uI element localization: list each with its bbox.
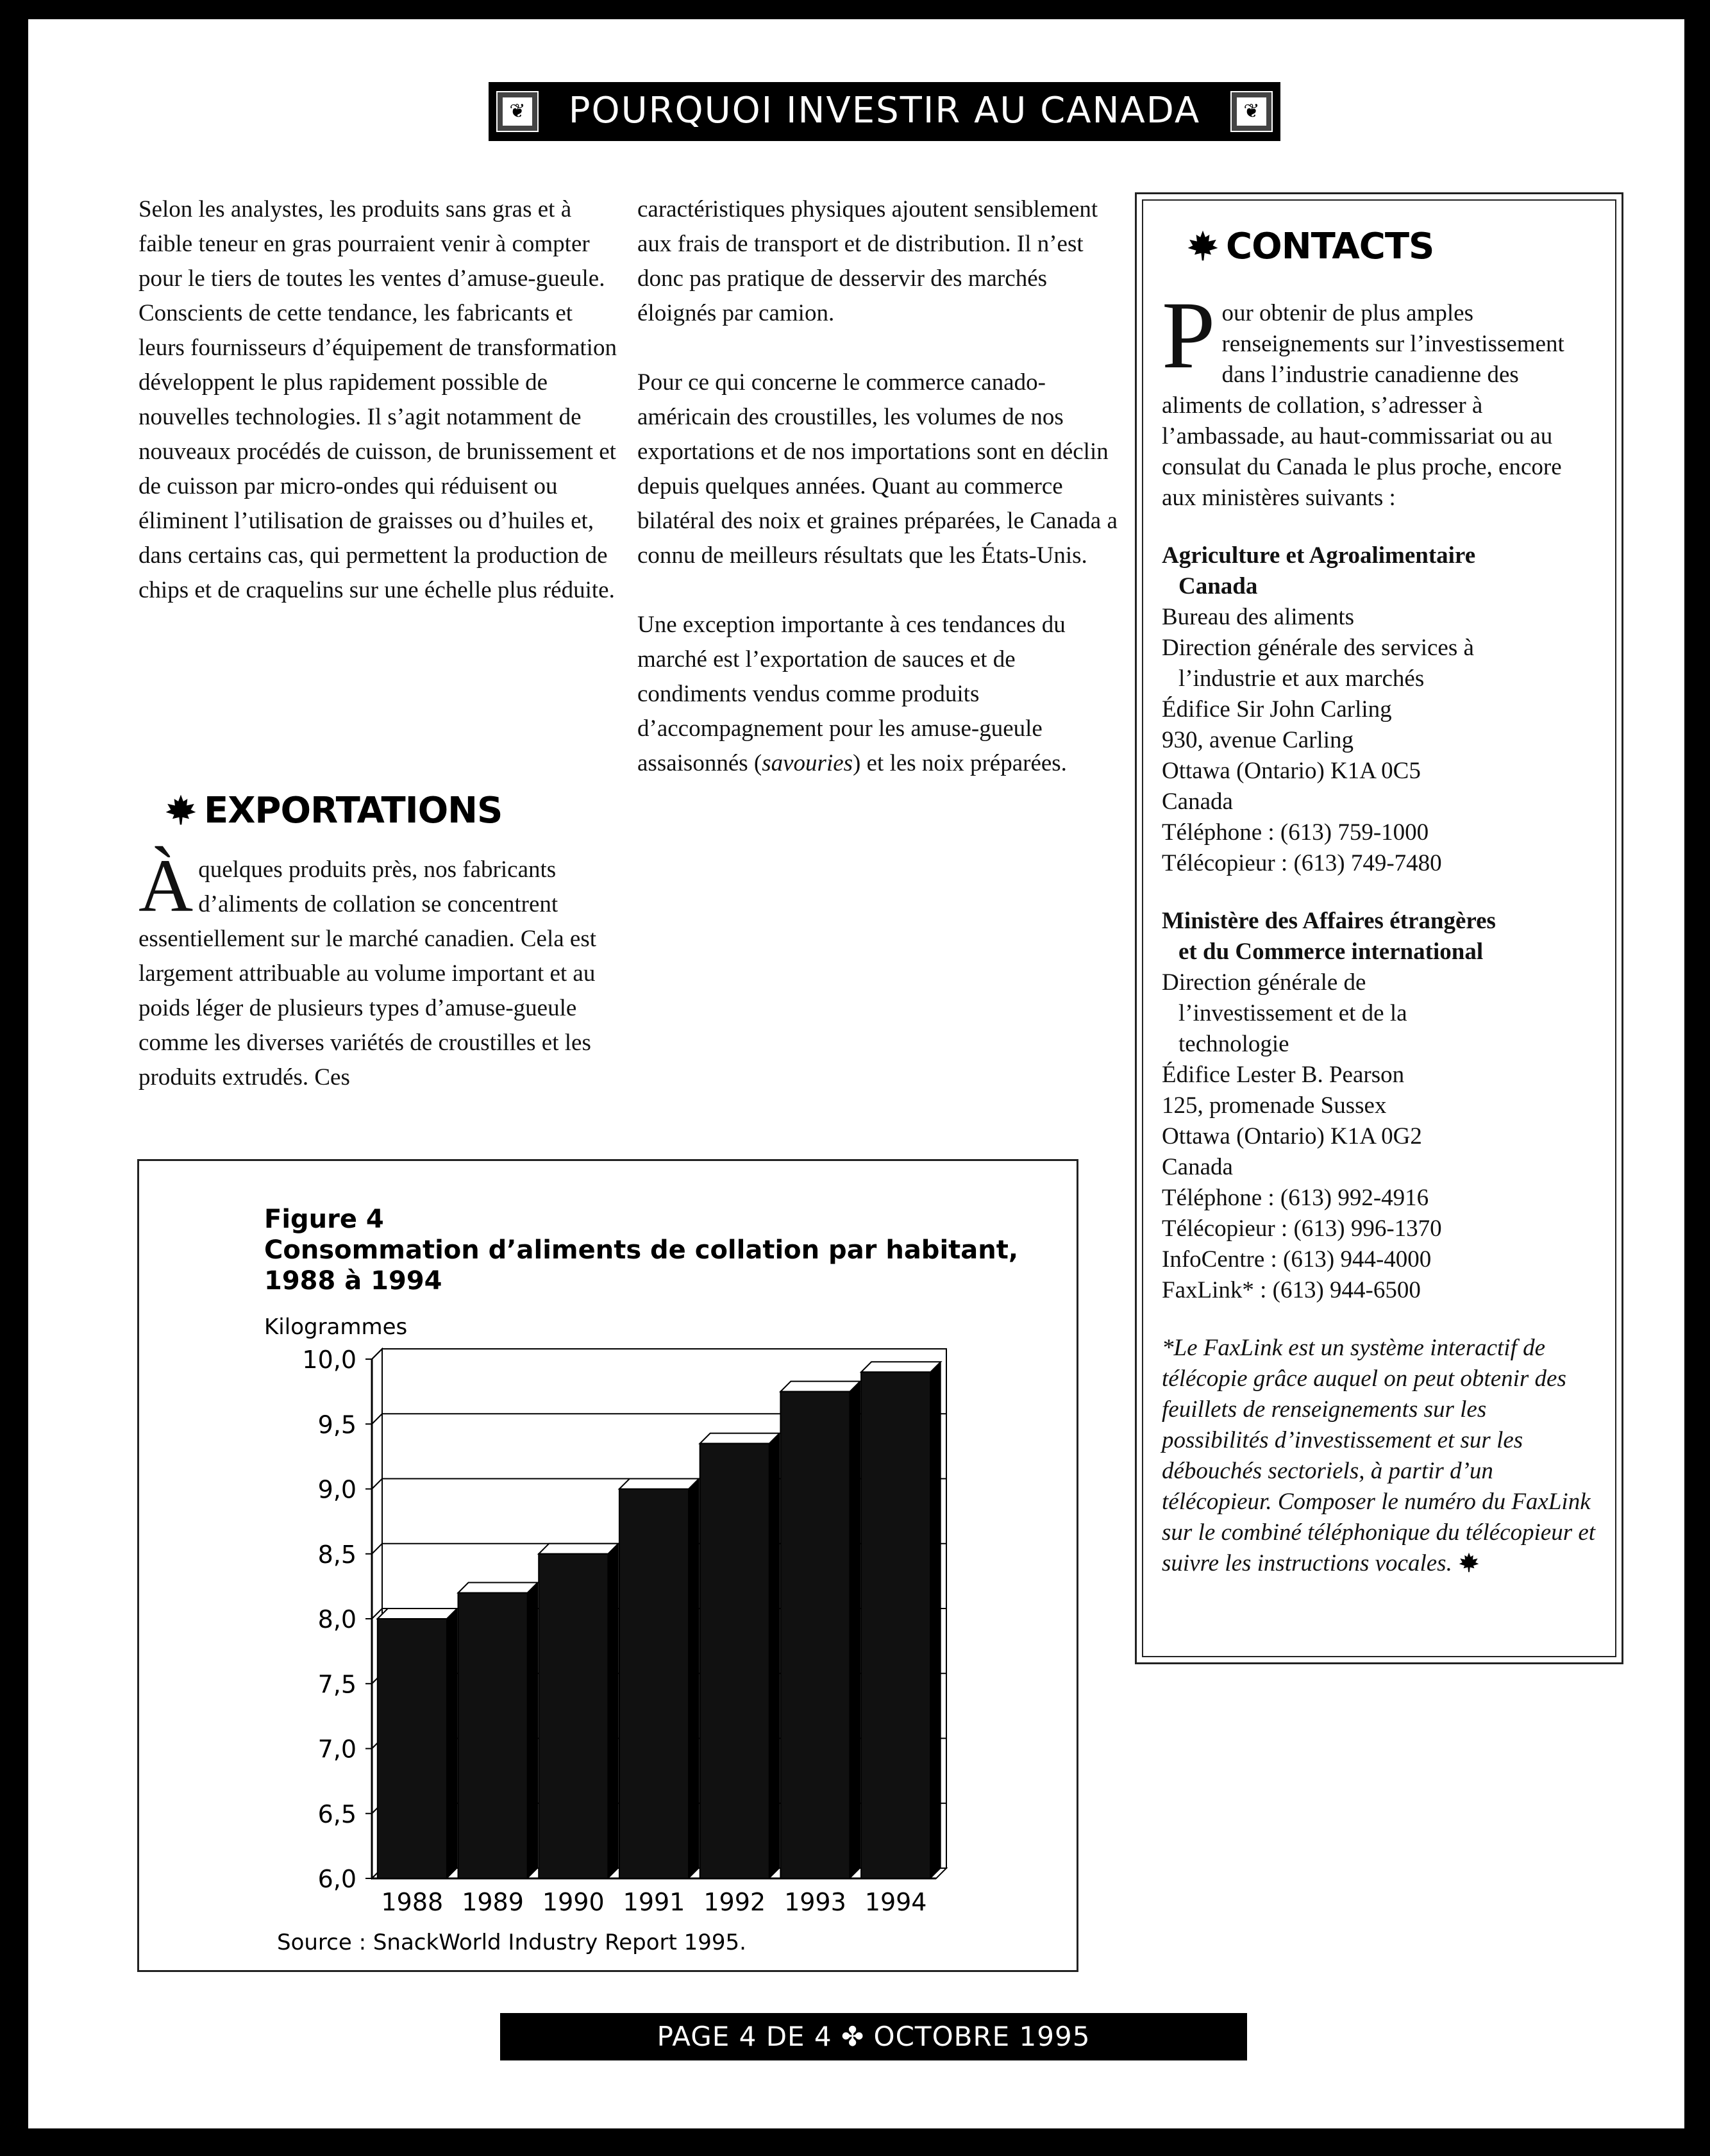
contact-block-agriculture	[1162, 540, 1598, 879]
bar-top	[780, 1382, 860, 1392]
paragraph: Selon les analystes, les produits sans gras et à faible teneur en gras pourraient venir à compter pour le tiers de toutes les ventes d’amuse-gueule. Conscients de cette tendance, les fabricants et leurs fournisseurs d’équipement de transformation développent le plus rapidement possible de nouvelles technologies. Il s’agit notamment de nouveaux procédés de cuisson, de brunissement et de cuisson par micro-ondes qui réduisent ou éliminent l’utilisation de graisses ou d’huiles et, dans certains cas, qui permettent la production de chips et de craquelins sur une échelle plus réduite.	[138, 196, 617, 603]
address-line: Ottawa (Ontario) K1A 0G2	[1162, 1123, 1422, 1149]
maple-leaf-icon	[1458, 1551, 1480, 1573]
bar-side	[608, 1544, 618, 1878]
bar-top	[458, 1583, 538, 1593]
y-tick-label: 7,5	[317, 1670, 356, 1699]
flag-icon	[1230, 91, 1273, 132]
bar-top	[378, 1609, 457, 1619]
bar-side	[930, 1362, 941, 1878]
paragraph: Pour ce qui concerne le commerce canado-américain des croustilles, les volumes de nos exportations et de nos importations sont en déclin depuis quelques années. Quant au commerce bilatéral des noix et graines préparées, le Canada a connu de meilleurs résultats que les États-Unis.	[637, 369, 1118, 569]
address-line: l’investissement et de la	[1178, 1000, 1407, 1026]
bar-top	[539, 1544, 618, 1554]
address-line: Direction générale des services à	[1162, 635, 1474, 661]
y-tick-label: 9,0	[317, 1475, 356, 1504]
exports-title: EXPORTATIONS	[204, 790, 503, 831]
address-line: Canada	[1162, 1154, 1233, 1180]
address-line: l’industrie et aux marchés	[1178, 665, 1425, 692]
bar	[458, 1593, 528, 1879]
page-header-title: POURQUOI INVESTIR AU CANADA	[568, 90, 1201, 131]
figure-title	[264, 1204, 1034, 1296]
exports-paragraph	[138, 844, 626, 1095]
footer-text: PAGE 4 DE 4 ✤ OCTOBRE 1995	[657, 2021, 1091, 2052]
address-line: 930, avenue Carling	[1162, 727, 1354, 753]
x-tick-label: 1992	[703, 1888, 766, 1916]
bar	[780, 1392, 850, 1878]
contacts-body	[1162, 298, 1598, 1579]
bar-side	[769, 1433, 780, 1878]
address-line: Bureau des aliments	[1162, 604, 1355, 630]
address-line: technologie	[1178, 1031, 1289, 1057]
x-tick-label: 1993	[784, 1888, 846, 1916]
figure-label: Figure 4	[264, 1205, 384, 1234]
faxlink-line: FaxLink* : (613) 944-6500	[1162, 1277, 1421, 1303]
x-tick-label: 1989	[462, 1888, 524, 1916]
x-tick-label: 1990	[542, 1888, 605, 1916]
bar-side	[689, 1479, 699, 1879]
bar-top	[619, 1479, 699, 1489]
bar-side	[447, 1609, 457, 1878]
x-tick-label: 1991	[623, 1888, 685, 1916]
bar-chart	[256, 1346, 975, 1923]
faxlink-note	[1162, 1333, 1598, 1579]
bar	[619, 1489, 689, 1879]
paragraph: caractéristiques physiques ajoutent sensiblement aux frais de transport et de distribution. Il n’est donc pas pratique de desservir des marchés éloignés par camion.	[637, 196, 1098, 326]
header-band	[489, 82, 1280, 141]
address-line: Édifice Sir John Carling	[1162, 696, 1392, 723]
y-tick-label: 7,0	[317, 1735, 356, 1764]
address-line: Direction générale de	[1162, 969, 1366, 996]
address-line: 125, promenade Sussex	[1162, 1092, 1387, 1119]
y-tick-label: 6,0	[317, 1865, 356, 1893]
figure-source: Source : SnackWorld Industry Report 1995.	[277, 1930, 746, 1955]
faxlink-note-text: *Le FaxLink est un système interactif de télécopie grâce auquel on peut obtenir des feuillets de renseignements sur les possibilités d’investissement et sur les débouchés sectoriels, à partir d’un télécopieur. Composer le numéro du FaxLink sur le combiné téléphonique du télécopieur et suivre les instructions vocales.	[1162, 1335, 1596, 1576]
maple-leaf-icon	[164, 793, 197, 826]
org-name: et du Commerce international	[1178, 939, 1484, 965]
x-tick-label: 1988	[381, 1888, 444, 1916]
y-axis-unit: Kilogrammes	[264, 1314, 408, 1340]
bar	[700, 1444, 769, 1878]
contact-block-foreign-affairs	[1162, 906, 1598, 1306]
y-tick-label: 8,5	[317, 1540, 356, 1569]
contacts-intro	[1162, 298, 1598, 514]
footer-band	[500, 2013, 1247, 2060]
column-left	[138, 192, 619, 608]
y-tick-label: 8,0	[317, 1605, 356, 1634]
exports-text: quelques produits près, nos fabricants d’aliments de collation se concentrent essentiellement sur le marché canadien. Cela est largement attribuable au volume important et au poids léger de plusieurs types d’amuse-gueule comme les diverses variétés de croustilles et les produits extrudés. Ces	[138, 857, 597, 1091]
figure-title-line: Consommation d’aliments de collation par habitant,	[264, 1235, 1019, 1265]
bar	[861, 1372, 930, 1878]
bar-top	[861, 1362, 941, 1372]
phone-line: Téléphone : (613) 992-4916	[1162, 1185, 1429, 1211]
infocentre-line: InfoCentre : (613) 944-4000	[1162, 1246, 1432, 1273]
text-run: ) et les noix préparées.	[853, 750, 1067, 776]
bar-top	[700, 1433, 780, 1444]
x-tick-label: 1994	[864, 1888, 927, 1916]
contacts-heading	[1186, 226, 1434, 267]
figure-title-line: 1988 à 1994	[264, 1266, 442, 1296]
org-name: Ministère des Affaires étrangères	[1162, 908, 1496, 934]
address-line: Édifice Lester B. Pearson	[1162, 1062, 1405, 1088]
bar-side	[528, 1583, 538, 1879]
drop-cap: À	[138, 844, 194, 928]
bar-side	[850, 1382, 860, 1878]
address-line: Canada	[1162, 789, 1233, 815]
y-tick-label: 6,5	[317, 1800, 356, 1828]
org-name: Agriculture et Agroalimentaire	[1162, 542, 1476, 569]
contacts-title: CONTACTS	[1226, 226, 1434, 267]
column-middle	[637, 192, 1125, 781]
drop-cap: P	[1162, 298, 1216, 389]
bar	[539, 1554, 608, 1878]
fax-line: Télécopieur : (613) 996-1370	[1162, 1216, 1442, 1242]
bar	[378, 1619, 447, 1878]
contacts-intro-text: our obtenir de plus amples renseignements sur l’investissement dans l’industrie canadienne des aliments de collation, s’adresser à l’ambassade, au haut-commissariat ou au consulat du Canada le plus proche, encore aux ministères suivants :	[1162, 300, 1564, 511]
text-run: Une exception importante à ces tendances du marché est l’exportation de sauces et de condiments vendus comme produits d’accompagnement pour les amuse-gueule assaisonnés (	[637, 612, 1066, 776]
y-tick-label: 9,5	[317, 1410, 356, 1439]
exports-heading	[164, 790, 502, 831]
italic-term: savouries	[762, 750, 853, 776]
phone-line: Téléphone : (613) 759-1000	[1162, 819, 1429, 846]
org-name: Canada	[1178, 573, 1258, 599]
y-tick-label: 10,0	[302, 1346, 356, 1374]
fax-line: Télécopieur : (613) 749-7480	[1162, 850, 1442, 876]
maple-leaf-icon	[1186, 229, 1220, 262]
address-line: Ottawa (Ontario) K1A 0C5	[1162, 758, 1421, 784]
paragraph	[637, 608, 1125, 781]
